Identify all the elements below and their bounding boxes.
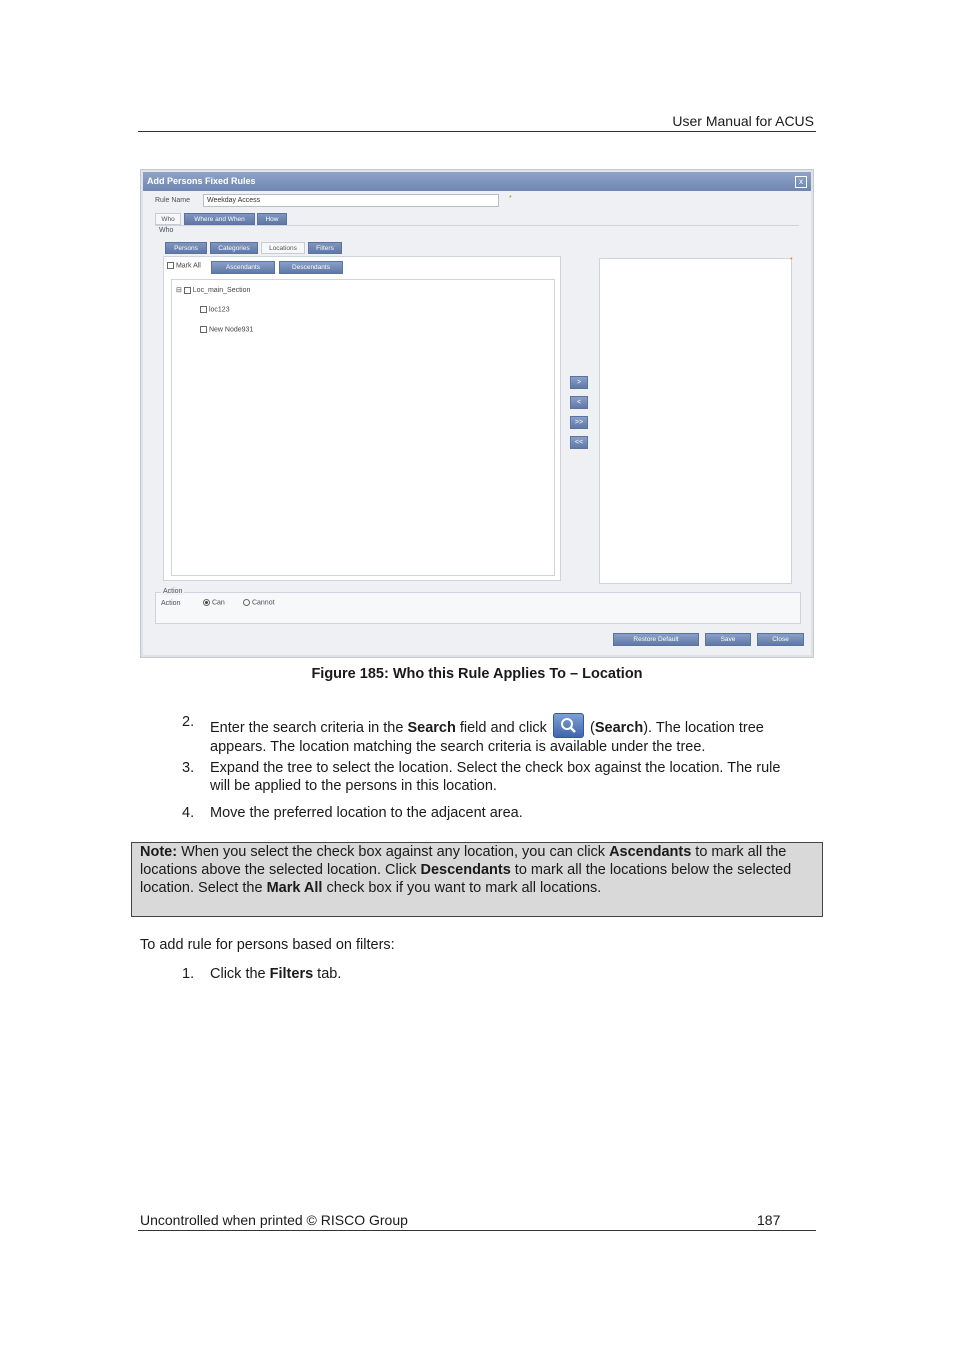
who-group-border	[155, 225, 799, 226]
radio-can[interactable]	[203, 599, 210, 606]
dialog-screenshot	[140, 169, 814, 658]
tab-where-and-when[interactable]: Where and When	[184, 213, 255, 225]
tree-area	[171, 279, 555, 576]
step-number: 1.	[182, 966, 195, 982]
mark-all-box[interactable]	[167, 262, 174, 269]
move-right-button[interactable]: >	[570, 376, 588, 389]
tree-checkbox[interactable]	[200, 306, 207, 313]
tree-item-label: Loc_main_Section	[192, 287, 251, 294]
action-can-option[interactable]	[203, 599, 225, 606]
action-group-label: Action	[163, 588, 183, 595]
step-text	[210, 713, 810, 756]
note-text	[140, 843, 816, 897]
selected-locations-panel[interactable]	[599, 258, 792, 584]
action-group	[155, 592, 801, 624]
tab-persons[interactable]: Persons	[165, 242, 207, 254]
step-text-part: Enter the search criteria in the	[210, 720, 408, 736]
note-box	[131, 842, 823, 917]
dialog-body	[143, 191, 811, 655]
tree-item-label: loc123	[208, 306, 230, 314]
descendants-button[interactable]: Descendants	[279, 261, 343, 274]
step-text: Expand the tree to select the location. Select the check box against the location. The rule will be applied to the persons in this location.	[210, 760, 781, 794]
note-text-part: When you select the check box against any location, you can click	[177, 844, 610, 860]
who-group-label: Who	[159, 227, 174, 234]
step-text-part: ). The location tree appears. The location matching the search criteria is available under the tree.	[210, 720, 764, 755]
mark-all-label: Mark All	[175, 262, 201, 270]
required-marker: *	[509, 195, 512, 202]
tree-checkbox[interactable]	[184, 287, 191, 294]
close-icon[interactable]: x	[795, 176, 807, 188]
required-marker-right: *	[790, 257, 793, 264]
rule-name-input[interactable]: Weekday Access	[203, 194, 499, 207]
dialog-titlebar	[143, 172, 811, 191]
ascendants-button[interactable]: Ascendants	[211, 261, 275, 274]
save-button[interactable]: Save	[705, 633, 751, 646]
rule-name-label: Rule Name	[155, 197, 191, 204]
search-icon	[553, 713, 584, 738]
step-number: 4.	[182, 805, 195, 821]
bold-term: Search	[594, 720, 644, 736]
tree-item-root[interactable]	[176, 286, 250, 294]
move-left-button[interactable]: <	[570, 396, 588, 409]
expand-icon[interactable]: ⊟	[176, 287, 182, 294]
tab-filters[interactable]: Filters	[308, 242, 342, 254]
bold-term: Search	[407, 720, 456, 736]
figure-caption: Figure 185: Who this Rule Applies To – Location	[311, 666, 643, 682]
tab-categories[interactable]: Categories	[210, 242, 258, 254]
step-text-part: Click the	[210, 966, 270, 982]
radio-cannot-label: Cannot	[251, 599, 275, 607]
note-label: Note:	[140, 844, 178, 860]
note-text-part: check box if you want to mark all locations.	[322, 880, 602, 896]
bold-term: Mark All	[266, 880, 323, 896]
tree-checkbox[interactable]	[200, 326, 207, 333]
bold-term: Ascendants	[609, 844, 692, 860]
filters-intro: To add rule for persons based on filters:	[140, 937, 395, 953]
step-text-part: (	[589, 720, 595, 736]
step-text-part: tab.	[313, 966, 342, 982]
mark-all-checkbox[interactable]	[167, 262, 201, 269]
running-header: User Manual for ACUS	[672, 113, 814, 129]
action-cannot-option[interactable]	[243, 599, 275, 606]
page-number: 187	[757, 1212, 781, 1228]
tree-item-new-node931[interactable]	[200, 326, 253, 333]
tab-locations[interactable]: Locations	[261, 242, 305, 254]
step-text	[210, 965, 810, 983]
restore-default-button[interactable]: Restore Default	[613, 633, 699, 646]
tree-item-label: New Node931	[208, 326, 254, 334]
bold-term: Filters	[269, 966, 314, 982]
step-number: 2.	[182, 714, 195, 730]
step-number: 3.	[182, 760, 195, 776]
dialog-title: Add Persons Fixed Rules	[147, 176, 256, 186]
tab-who[interactable]: Who	[155, 213, 181, 225]
footer-copyright: Uncontrolled when printed © RISCO Group	[140, 1212, 408, 1228]
footer-rule	[138, 1230, 816, 1231]
move-all-left-button[interactable]: <<	[570, 436, 588, 449]
step-text-part: field and click	[455, 720, 551, 736]
bold-term: Descendants	[420, 862, 511, 878]
radio-can-label: Can	[211, 599, 225, 607]
note-text-part: to mark all the locations below the selected location. Select the	[140, 862, 792, 896]
tab-how[interactable]: How	[257, 213, 287, 225]
header-rule	[138, 131, 816, 132]
close-button[interactable]: Close	[757, 633, 804, 646]
note-text-part: to mark all the locations above the selected location. Click	[140, 844, 787, 878]
tree-item-loc123[interactable]	[200, 306, 230, 313]
move-all-right-button[interactable]: >>	[570, 416, 588, 429]
radio-cannot[interactable]	[243, 599, 250, 606]
action-label: Action	[161, 600, 181, 607]
step-text: Move the preferred location to the adjacent area.	[210, 805, 523, 821]
